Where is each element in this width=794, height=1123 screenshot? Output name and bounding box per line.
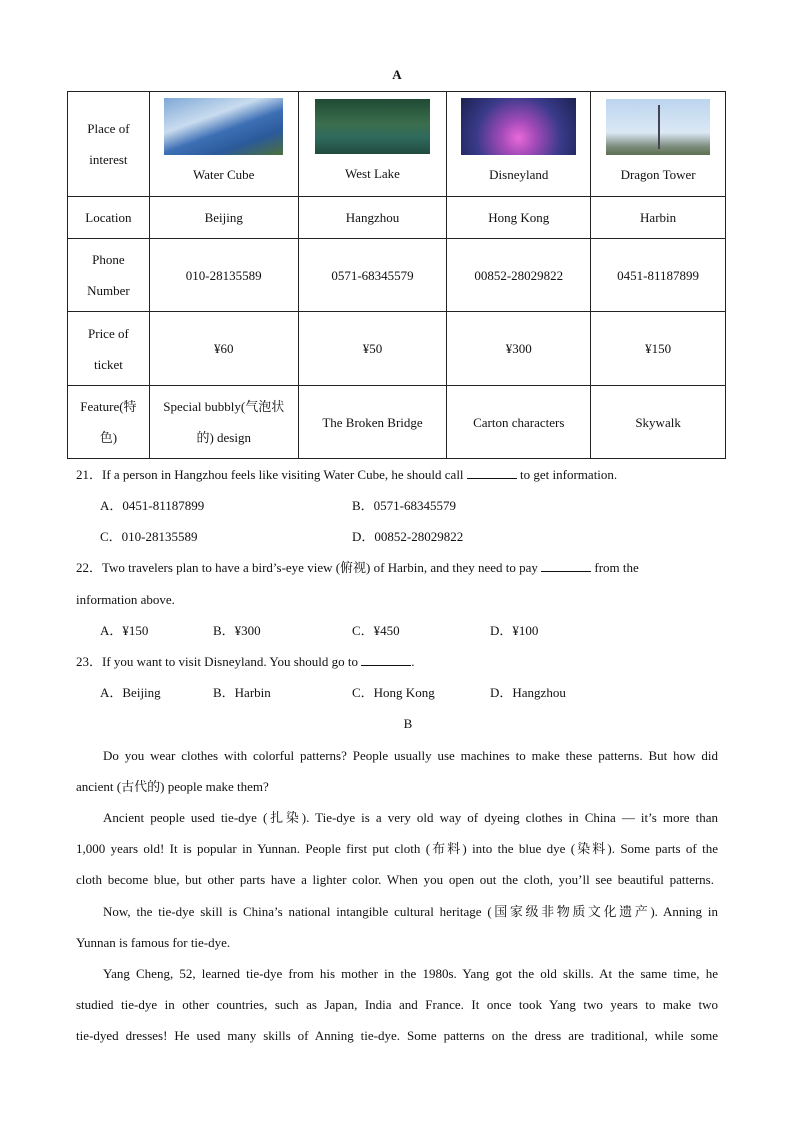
cell-location: Hangzhou xyxy=(298,197,447,239)
question-22: 22．Two travelers plan to have a bird’s-eye view (俯视) of Harbin, and they need to pay from the xyxy=(76,560,639,575)
option-b: B．0571-68345579 xyxy=(352,498,457,513)
cell-phone: 0571-68345579 xyxy=(298,239,447,312)
passage-line: Ancient people used tie-dye (扎染). Tie-dye is a very old way of dyeing clothes in China — it’s more than xyxy=(103,810,718,825)
passage-line: Yunnan is famous for tie-dye. xyxy=(76,935,231,950)
table-row-place xyxy=(68,92,726,197)
option-a: A．0451-81187899 xyxy=(100,498,205,513)
option-a: A．Beijing xyxy=(100,685,161,700)
disneyland-photo xyxy=(461,98,576,155)
cell-feature: Carton characters xyxy=(447,386,591,459)
option-d: D．Hangzhou xyxy=(490,685,566,700)
row-header-place: Place of interest xyxy=(68,92,150,197)
water-cube-photo xyxy=(164,98,283,155)
cell-feature: Special bubbly(气泡状 的) design xyxy=(149,386,298,459)
row-header-price: Price of ticket xyxy=(68,312,150,386)
row-header-phone: Phone Number xyxy=(68,239,150,312)
cell-price: ¥60 xyxy=(149,312,298,386)
cell-location: Hong Kong xyxy=(447,197,591,239)
row-header-location: Location xyxy=(68,197,150,239)
section-b-heading: B xyxy=(403,716,413,731)
answer-blank xyxy=(541,560,591,572)
west-lake-photo xyxy=(315,99,430,154)
cell-phone: 0451-81187899 xyxy=(591,239,726,312)
passage-line: Do you wear clothes with colorful patterns? People usually use machines to make these patterns. But how did xyxy=(103,748,718,763)
passage-line: 1,000 years old! It is popular in Yunnan. People first put cloth (布料) into the blue dye (染料). Some parts of the xyxy=(76,841,718,856)
table-row-feature xyxy=(68,386,726,459)
question-23: 23．If you want to visit Disneyland. You should go to . xyxy=(76,654,415,669)
option-a: A．¥150 xyxy=(100,623,149,638)
cell-west-lake: West Lake xyxy=(298,92,447,197)
answer-blank xyxy=(467,467,517,479)
option-c: C．¥450 xyxy=(352,623,400,638)
question-21: 21．If a person in Hangzhou feels like visiting Water Cube, he should call to get information. xyxy=(76,467,618,482)
question-22-continued: information above. xyxy=(76,592,175,607)
option-d: D．00852-28029822 xyxy=(352,529,464,544)
passage-line: Yang Cheng, 52, learned tie-dye from his mother in the 1980s. Yang got the old skills. At the same time, he xyxy=(103,966,718,981)
passage-line: tie-dyed dresses! He used many skills of Anning tie-dye. Some patterns on the dress are traditional, while some xyxy=(76,1028,718,1043)
passage-line: Now, the tie-dye skill is China’s national intangible cultural heritage (国家级非物质文化遗产). Anning in xyxy=(103,904,718,919)
dragon-tower-photo xyxy=(606,99,710,155)
cell-water-cube: Water Cube xyxy=(149,92,298,197)
option-c: C．Hong Kong xyxy=(352,685,435,700)
cell-price: ¥50 xyxy=(298,312,447,386)
option-d: D．¥100 xyxy=(490,623,539,638)
section-a-heading: A xyxy=(392,67,402,82)
cell-feature: Skywalk xyxy=(591,386,726,459)
cell-phone: 010-28135589 xyxy=(149,239,298,312)
row-header-feature: Feature(特 色) xyxy=(68,386,150,459)
table-row-phone xyxy=(68,239,726,312)
cell-disneyland: Disneyland xyxy=(447,92,591,197)
cell-price: ¥300 xyxy=(447,312,591,386)
answer-blank xyxy=(361,654,411,666)
cell-location: Beijing xyxy=(149,197,298,239)
option-b: B．¥300 xyxy=(213,623,261,638)
passage-line: cloth become blue, but other parts have a lighter color. When you open out the cloth, you’ll see beautiful patterns. xyxy=(76,872,714,887)
passage-line: studied tie-dye in other countries, such as Japan, India and France. It once took Yang two years to make two xyxy=(76,997,718,1012)
cell-price: ¥150 xyxy=(591,312,726,386)
cell-location: Harbin xyxy=(591,197,726,239)
option-c: C．010-28135589 xyxy=(100,529,198,544)
cell-phone: 00852-28029822 xyxy=(447,239,591,312)
cell-feature: The Broken Bridge xyxy=(298,386,447,459)
cell-dragon-tower: Dragon Tower xyxy=(591,92,726,197)
table-row-location xyxy=(68,197,726,239)
places-table xyxy=(67,91,726,459)
table-row-price xyxy=(68,312,726,386)
option-b: B．Harbin xyxy=(213,685,271,700)
passage-line: ancient (古代的) people make them? xyxy=(76,779,269,794)
